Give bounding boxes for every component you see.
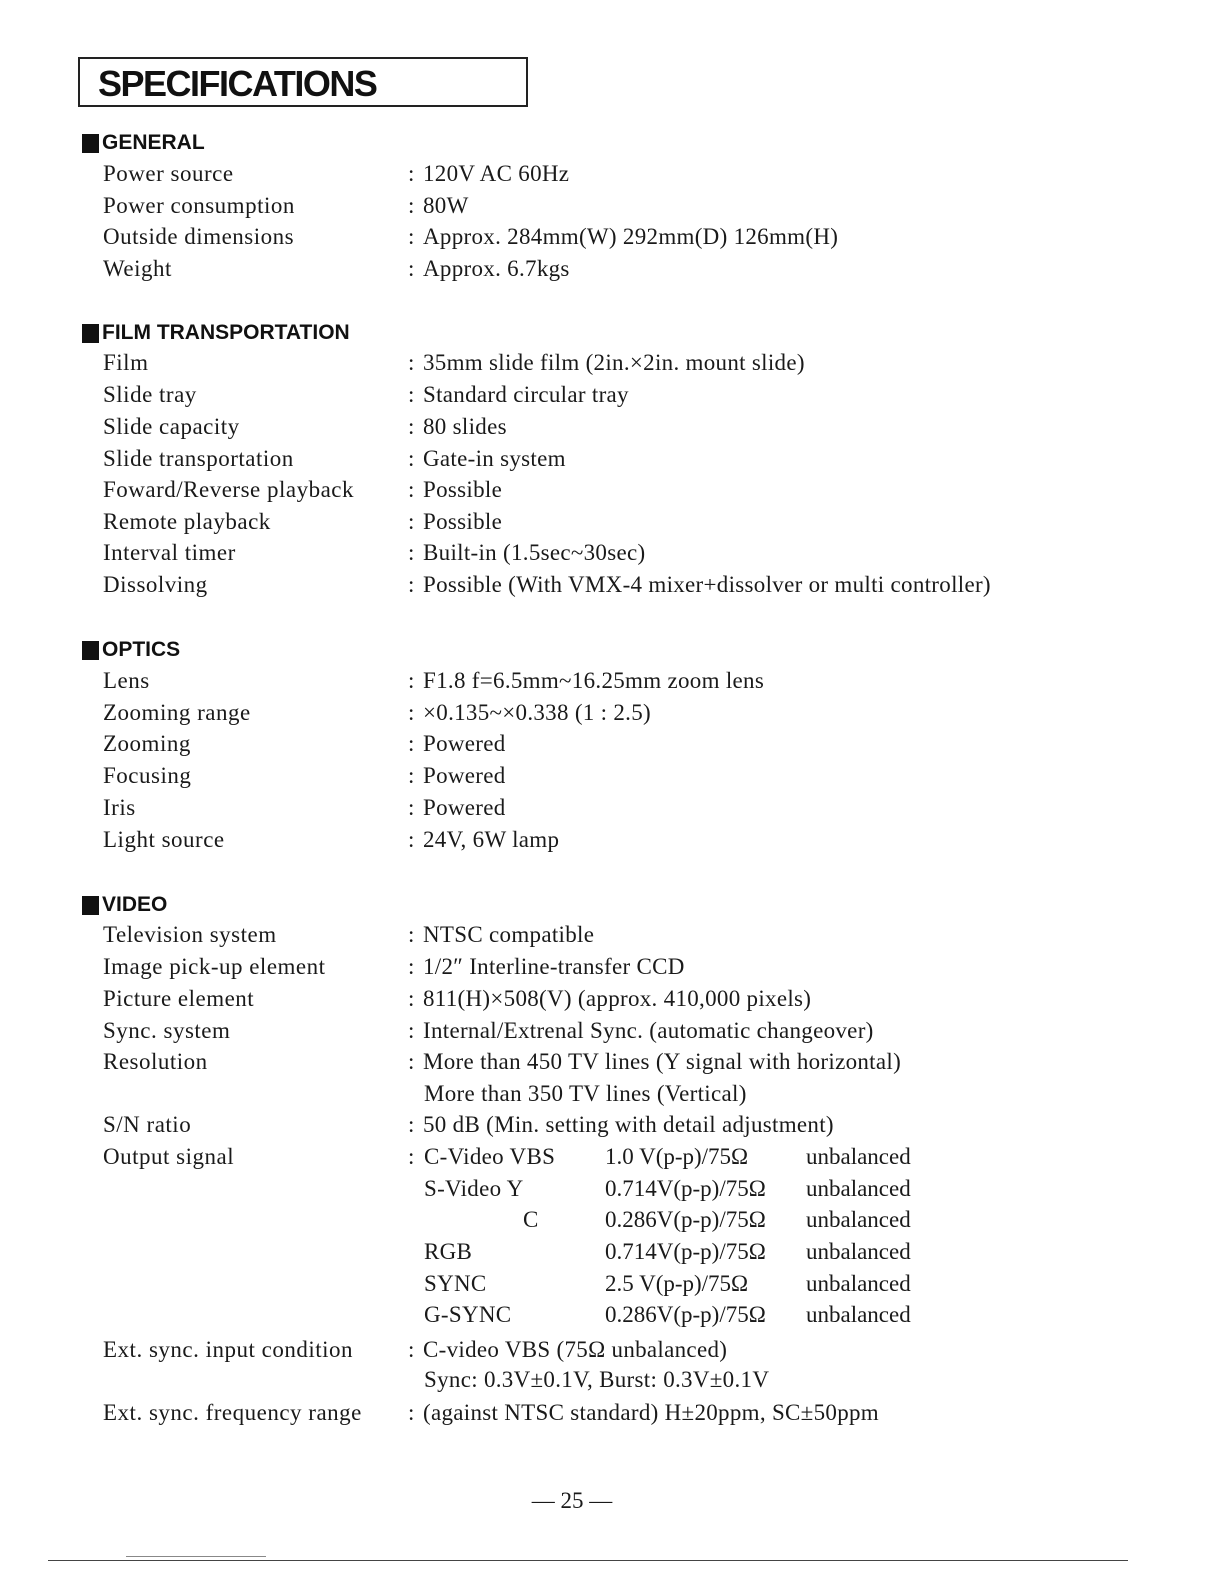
section-heading-label: OPTICS (102, 638, 181, 661)
spec-value: NTSC compatible (423, 922, 595, 947)
spec-label: Weight (103, 256, 172, 281)
section-heading-label: GENERAL (102, 131, 205, 154)
spec-value: 50 dB (Min. setting with detail adjustment) (423, 1112, 834, 1137)
colon-separator: : (408, 986, 415, 1011)
spec-label: Ext. sync. frequency range (103, 1400, 362, 1425)
spec-value: Possible (423, 477, 503, 502)
section-heading-label: VIDEO (102, 893, 168, 916)
spec-label: Slide capacity (103, 414, 240, 439)
colon-separator: : (408, 700, 415, 725)
spec-label: Iris (103, 795, 136, 820)
spec-value: 80W (423, 193, 469, 218)
spec-value: (against NTSC standard) H±20ppm, SC±50ppm (423, 1400, 879, 1425)
spec-value: Approx. 6.7kgs (423, 256, 570, 281)
spec-value: Internal/Extrenal Sync. (automatic changeover) (423, 1018, 874, 1043)
colon-separator: : (408, 731, 415, 756)
output-signal-type: unbalanced (806, 1239, 911, 1264)
spec-label: Image pick-up element (103, 954, 326, 979)
spec-value: 80 slides (423, 414, 507, 439)
output-signal-type: unbalanced (806, 1302, 911, 1327)
colon-separator: : (408, 1049, 415, 1074)
output-signal-name: RGB (424, 1239, 473, 1264)
spec-value: Built-in (1.5sec~30sec) (423, 540, 646, 565)
spec-value: Powered (423, 795, 506, 820)
spec-value: C-video VBS (75Ω unbalanced) (423, 1337, 728, 1362)
spec-label: Lens (103, 668, 150, 693)
colon-separator: : (408, 161, 415, 186)
spec-value: 1/2″ Interline-transfer CCD (423, 954, 685, 979)
colon-separator: : (408, 350, 415, 375)
colon-separator: : (408, 1337, 415, 1362)
spec-value: F1.8 f=6.5mm~16.25mm zoom lens (423, 668, 765, 693)
bullet-square-icon (82, 324, 99, 343)
spec-value: Approx. 284mm(W) 292mm(D) 126mm(H) (423, 224, 839, 249)
spec-value-continuation: Sync: 0.3V±0.1V, Burst: 0.3V±0.1V (424, 1367, 770, 1392)
colon-separator: : (408, 509, 415, 534)
output-signal-type: unbalanced (806, 1176, 911, 1201)
bullet-square-icon (82, 641, 99, 660)
colon-separator: : (408, 763, 415, 788)
output-signal-name: SYNC (424, 1271, 487, 1296)
spec-label: Focusing (103, 763, 192, 788)
spec-value: Gate-in system (423, 446, 566, 471)
spec-label: Slide tray (103, 382, 197, 407)
output-signal-name: C-Video VBS (424, 1144, 556, 1169)
spec-label: Sync. system (103, 1018, 231, 1043)
spec-label: Remote playback (103, 509, 271, 534)
spec-label: Light source (103, 827, 225, 852)
section-heading-video (82, 893, 167, 917)
page-title: SPECIFICATIONS (98, 63, 377, 104)
spec-value: Standard circular tray (423, 382, 629, 407)
spec-value: 35mm slide film (2in.×2in. mount slide) (423, 350, 805, 375)
colon-separator: : (408, 540, 415, 565)
colon-separator: : (408, 1018, 415, 1043)
output-signal-level: 0.714V(p-p)/75Ω (605, 1176, 766, 1201)
spec-value: 811(H)×508(V) (approx. 410,000 pixels) (423, 986, 812, 1011)
colon-separator: : (408, 382, 415, 407)
spec-label: Power consumption (103, 193, 295, 218)
spec-value: 24V, 6W lamp (423, 827, 560, 852)
title-box (78, 57, 528, 107)
spec-label: Resolution (103, 1049, 208, 1074)
colon-separator: : (408, 477, 415, 502)
spec-label: Zooming range (103, 700, 251, 725)
spec-value: Powered (423, 763, 506, 788)
section-heading-film (82, 321, 350, 345)
output-signal-level: 0.286V(p-p)/75Ω (605, 1207, 766, 1232)
footer-rule-short (126, 1556, 266, 1557)
spec-label: Picture element (103, 986, 255, 1011)
spec-value: 120V AC 60Hz (423, 161, 570, 186)
spec-label: Foward/Reverse playback (103, 477, 355, 502)
spec-label: Television system (103, 922, 277, 947)
colon-separator: : (408, 922, 415, 947)
page-number: — 25 — (531, 1488, 613, 1513)
output-signal-level: 0.714V(p-p)/75Ω (605, 1239, 766, 1264)
bullet-square-icon (82, 896, 99, 915)
colon-separator: : (408, 256, 415, 281)
spec-label: Zooming (103, 731, 191, 756)
output-signal-name: C (523, 1207, 539, 1232)
colon-separator: : (408, 1112, 415, 1137)
output-signal-level: 0.286V(p-p)/75Ω (605, 1302, 766, 1327)
spec-label: Output signal (103, 1144, 235, 1169)
footer-rule (48, 1560, 1128, 1561)
colon-separator: : (408, 446, 415, 471)
section-heading-label: FILM TRANSPORTATION (102, 321, 350, 344)
spec-value: Powered (423, 731, 506, 756)
output-signal-name: G-SYNC (424, 1302, 512, 1327)
colon-separator: : (408, 193, 415, 218)
bullet-square-icon (82, 134, 99, 153)
spec-label: Film (103, 350, 149, 375)
spec-value: More than 450 TV lines (Y signal with horizontal) (423, 1049, 902, 1074)
section-heading-general (82, 131, 205, 155)
output-signal-type: unbalanced (806, 1271, 911, 1296)
spec-label: Outside dimensions (103, 224, 295, 249)
output-signal-name: S-Video Y (424, 1176, 524, 1201)
section-heading-optics (82, 638, 180, 662)
spec-label: Interval timer (103, 540, 236, 565)
spec-label: Power source (103, 161, 234, 186)
colon-separator: : (408, 572, 415, 597)
output-signal-type: unbalanced (806, 1207, 911, 1232)
spec-label: Dissolving (103, 572, 208, 597)
spec-label: Slide transportation (103, 446, 294, 471)
output-signal-level: 1.0 V(p-p)/75Ω (605, 1144, 749, 1169)
colon-separator: : (408, 224, 415, 249)
colon-separator: : (408, 954, 415, 979)
spec-label: Ext. sync. input condition (103, 1337, 354, 1362)
colon-separator: : (408, 795, 415, 820)
output-signal-type: unbalanced (806, 1144, 911, 1169)
spec-value: Possible (With VMX-4 mixer+dissolver or multi controller) (423, 572, 991, 597)
spec-value: Possible (423, 509, 503, 534)
spec-label: S/N ratio (103, 1112, 192, 1137)
colon-separator: : (408, 827, 415, 852)
colon-separator: : (408, 1144, 415, 1169)
colon-separator: : (408, 668, 415, 693)
spec-value: ×0.135~×0.338 (1 : 2.5) (423, 700, 651, 725)
colon-separator: : (408, 1400, 415, 1425)
spec-value-continuation: More than 350 TV lines (Vertical) (424, 1081, 747, 1106)
colon-separator: : (408, 414, 415, 439)
output-signal-level: 2.5 V(p-p)/75Ω (605, 1271, 749, 1296)
